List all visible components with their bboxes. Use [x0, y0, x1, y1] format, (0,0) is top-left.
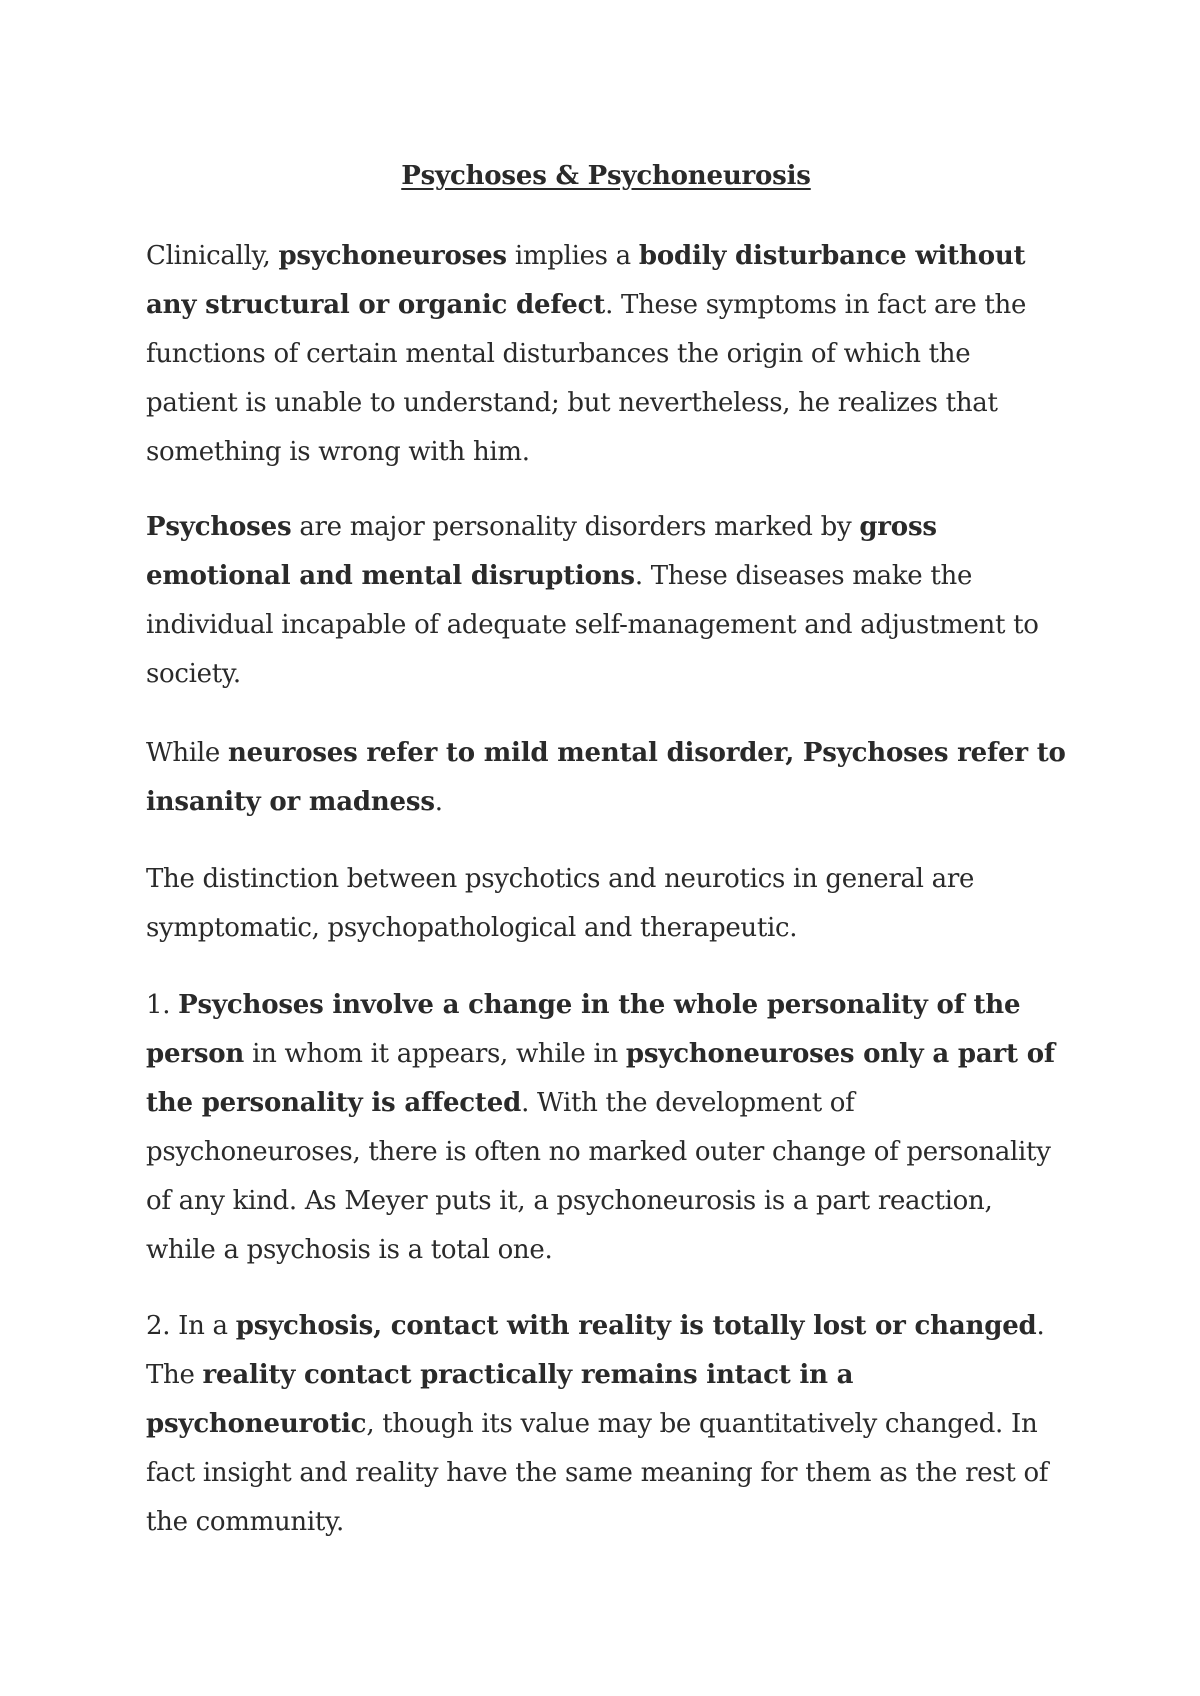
- document-title: Psychoses & Psychoneurosis: [401, 161, 811, 191]
- paragraph-distinction: [146, 855, 1066, 953]
- bold-term: Psychoses involve a change in the whole personality of the person: [146, 990, 1021, 1069]
- text-run: . These symptoms in fact are the functions of certain mental disturbances the origin of which the patient is unable to understand; but nevertheless, he realizes that something is wrong with him.: [146, 290, 1027, 467]
- text-run: . With the development of psychoneuroses, there is often no marked outer change of personality of any kind. As Meyer puts it, a psychoneurosis is a part reaction, while a psychosis is a total one.: [146, 1088, 1051, 1265]
- bold-term: gross emotional and mental disruptions: [146, 512, 937, 591]
- text-run: in whom it appears, while in: [244, 1039, 626, 1069]
- text-run: are major personality disorders marked by: [291, 512, 860, 542]
- paragraph-psychoneuroses-definition: [146, 232, 1066, 477]
- bold-term: psychoneuroses only a part of the personality is affected: [146, 1039, 1055, 1118]
- text-run: .: [434, 787, 443, 817]
- text-run: . These diseases make the individual incapable of adequate self-management and adjustment to society.: [146, 561, 1039, 689]
- paragraph-psychoses-definition: [146, 503, 1066, 699]
- text-run: Clinically,: [146, 241, 279, 271]
- text-run: 1.: [146, 990, 179, 1020]
- text-run: The distinction between psychotics and neurotics in general are symptomatic, psychopathological and therapeutic.: [146, 864, 975, 943]
- paragraph-point-2: [146, 1302, 1066, 1547]
- paragraph-neuroses-vs-psychoses: [146, 729, 1066, 827]
- text-run: . The: [146, 1311, 1045, 1390]
- text-run: While: [146, 738, 228, 768]
- text-run: , though its value may be quantitatively changed. In fact insight and reality have the same meaning for them as the rest of the community.: [146, 1409, 1049, 1537]
- bold-term: psychoneuroses: [278, 241, 507, 271]
- bold-term: psychosis, contact with reality is totally lost or changed: [235, 1311, 1037, 1341]
- paragraph-point-1: [146, 981, 1066, 1275]
- text-run: 2. In a: [146, 1311, 236, 1341]
- text-run: implies a: [506, 241, 639, 271]
- bold-term: neuroses refer to mild mental disorder, Psychoses refer to insanity or madness: [146, 738, 1066, 817]
- bold-term: bodily disturbance without any structural or organic defect: [146, 241, 1026, 320]
- bold-term: Psychoses: [146, 512, 292, 542]
- bold-term: reality contact practically remains intact in a psychoneurotic: [146, 1360, 854, 1439]
